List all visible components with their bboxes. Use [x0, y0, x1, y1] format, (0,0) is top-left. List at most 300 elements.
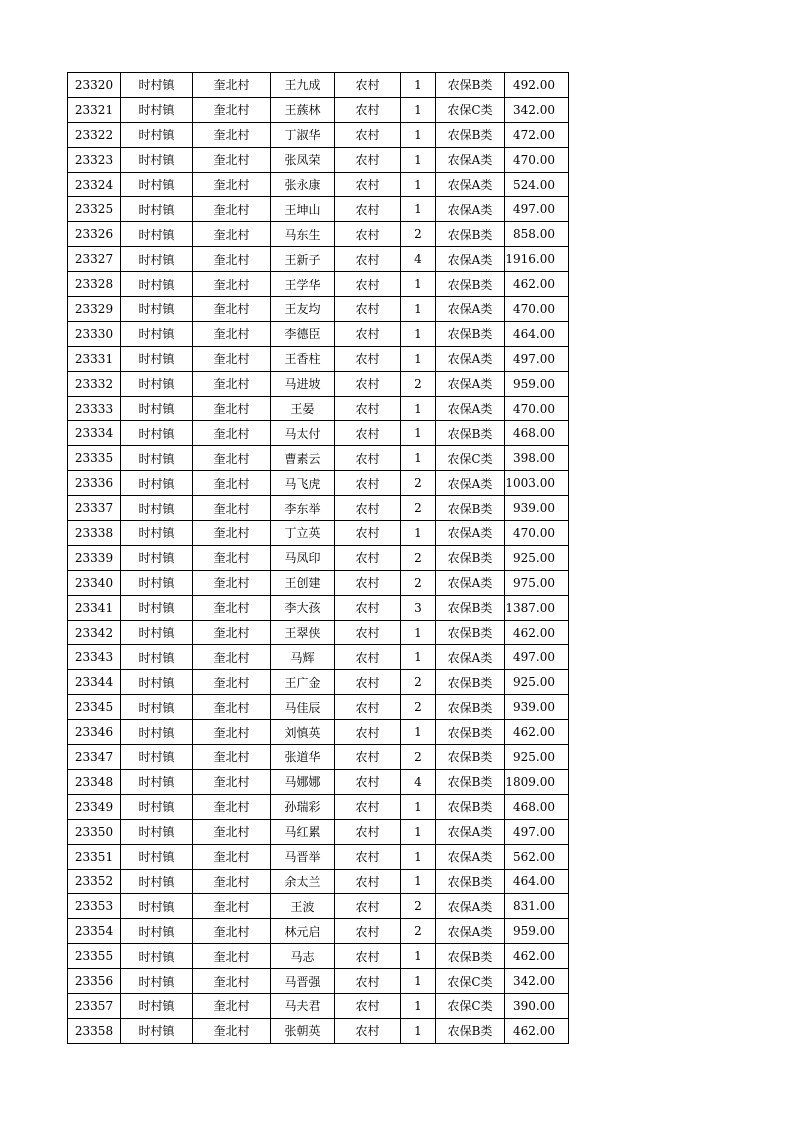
serial-cell: 23347 [68, 745, 121, 770]
table-row [68, 595, 569, 620]
insurance-class-cell: 农保B类 [436, 794, 505, 819]
serial-cell: 23350 [68, 819, 121, 844]
name-cell: 张凤荣 [271, 147, 335, 172]
member-count-cell: 1 [401, 446, 436, 471]
table-row [68, 247, 569, 272]
serial-cell: 23336 [68, 471, 121, 496]
town-cell: 时村镇 [121, 794, 193, 819]
table-row [68, 695, 569, 720]
member-count-cell: 1 [401, 197, 436, 222]
serial-cell: 23344 [68, 670, 121, 695]
member-count-cell: 1 [401, 73, 436, 98]
serial-cell: 23329 [68, 297, 121, 322]
insurance-class-cell: 农保A类 [436, 570, 505, 595]
town-cell: 时村镇 [121, 172, 193, 197]
name-cell: 马辉 [271, 645, 335, 670]
table-row [68, 222, 569, 247]
table-row [68, 496, 569, 521]
household-type-cell: 农村 [335, 869, 401, 894]
town-cell: 时村镇 [121, 73, 193, 98]
member-count-cell: 2 [401, 496, 436, 521]
name-cell: 马晋强 [271, 969, 335, 994]
amount-cell: 858.00 [505, 222, 569, 247]
amount-cell: 462.00 [505, 720, 569, 745]
household-type-cell: 农村 [335, 794, 401, 819]
serial-cell: 23357 [68, 993, 121, 1018]
amount-cell: 497.00 [505, 645, 569, 670]
village-cell: 奎北村 [193, 197, 271, 222]
table-row [68, 147, 569, 172]
insurance-class-cell: 农保A类 [436, 172, 505, 197]
insurance-class-cell: 农保A类 [436, 844, 505, 869]
table-row [68, 172, 569, 197]
village-cell: 奎北村 [193, 745, 271, 770]
name-cell: 张道华 [271, 745, 335, 770]
household-type-cell: 农村 [335, 645, 401, 670]
data-table [67, 72, 569, 1044]
village-cell: 奎北村 [193, 570, 271, 595]
household-type-cell: 农村 [335, 172, 401, 197]
village-cell: 奎北村 [193, 894, 271, 919]
town-cell: 时村镇 [121, 620, 193, 645]
serial-cell: 23342 [68, 620, 121, 645]
name-cell: 孙瑞彩 [271, 794, 335, 819]
serial-cell: 23346 [68, 720, 121, 745]
household-type-cell: 农村 [335, 670, 401, 695]
household-type-cell: 农村 [335, 944, 401, 969]
household-type-cell: 农村 [335, 247, 401, 272]
household-type-cell: 农村 [335, 297, 401, 322]
name-cell: 马凤印 [271, 545, 335, 570]
household-type-cell: 农村 [335, 147, 401, 172]
amount-cell: 925.00 [505, 670, 569, 695]
village-cell: 奎北村 [193, 521, 271, 546]
name-cell: 王蔟林 [271, 97, 335, 122]
table-row [68, 844, 569, 869]
insurance-class-cell: 农保B类 [436, 496, 505, 521]
village-cell: 奎北村 [193, 471, 271, 496]
insurance-class-cell: 农保B类 [436, 222, 505, 247]
serial-cell: 23321 [68, 97, 121, 122]
serial-cell: 23348 [68, 769, 121, 794]
insurance-class-cell: 农保A类 [436, 819, 505, 844]
amount-cell: 497.00 [505, 819, 569, 844]
amount-cell: 470.00 [505, 147, 569, 172]
household-type-cell: 农村 [335, 197, 401, 222]
household-type-cell: 农村 [335, 471, 401, 496]
name-cell: 马飞虎 [271, 471, 335, 496]
serial-cell: 23334 [68, 421, 121, 446]
name-cell: 刘慎英 [271, 720, 335, 745]
insurance-class-cell: 农保C类 [436, 969, 505, 994]
name-cell: 王新子 [271, 247, 335, 272]
household-type-cell: 农村 [335, 272, 401, 297]
serial-cell: 23324 [68, 172, 121, 197]
household-type-cell: 农村 [335, 620, 401, 645]
town-cell: 时村镇 [121, 919, 193, 944]
table-row [68, 197, 569, 222]
insurance-class-cell: 农保B类 [436, 869, 505, 894]
household-type-cell: 农村 [335, 421, 401, 446]
member-count-cell: 1 [401, 1018, 436, 1043]
serial-cell: 23323 [68, 147, 121, 172]
town-cell: 时村镇 [121, 769, 193, 794]
member-count-cell: 1 [401, 869, 436, 894]
name-cell: 王晏 [271, 396, 335, 421]
amount-cell: 939.00 [505, 695, 569, 720]
serial-cell: 23331 [68, 346, 121, 371]
amount-cell: 468.00 [505, 421, 569, 446]
town-cell: 时村镇 [121, 421, 193, 446]
household-type-cell: 农村 [335, 919, 401, 944]
household-type-cell: 农村 [335, 321, 401, 346]
insurance-class-cell: 农保B类 [436, 769, 505, 794]
amount-cell: 975.00 [505, 570, 569, 595]
village-cell: 奎北村 [193, 421, 271, 446]
name-cell: 王学华 [271, 272, 335, 297]
village-cell: 奎北村 [193, 371, 271, 396]
table-row [68, 297, 569, 322]
household-type-cell: 农村 [335, 969, 401, 994]
town-cell: 时村镇 [121, 745, 193, 770]
member-count-cell: 2 [401, 745, 436, 770]
town-cell: 时村镇 [121, 1018, 193, 1043]
amount-cell: 939.00 [505, 496, 569, 521]
village-cell: 奎北村 [193, 396, 271, 421]
insurance-class-cell: 农保A类 [436, 147, 505, 172]
village-cell: 奎北村 [193, 944, 271, 969]
member-count-cell: 1 [401, 321, 436, 346]
name-cell: 马红累 [271, 819, 335, 844]
member-count-cell: 1 [401, 172, 436, 197]
household-type-cell: 农村 [335, 545, 401, 570]
village-cell: 奎北村 [193, 446, 271, 471]
amount-cell: 831.00 [505, 894, 569, 919]
insurance-class-cell: 农保B类 [436, 1018, 505, 1043]
household-type-cell: 农村 [335, 122, 401, 147]
amount-cell: 468.00 [505, 794, 569, 819]
village-cell: 奎北村 [193, 645, 271, 670]
name-cell: 李东举 [271, 496, 335, 521]
insurance-class-cell: 农保A类 [436, 521, 505, 546]
name-cell: 林元启 [271, 919, 335, 944]
member-count-cell: 2 [401, 670, 436, 695]
town-cell: 时村镇 [121, 272, 193, 297]
member-count-cell: 2 [401, 695, 436, 720]
member-count-cell: 4 [401, 769, 436, 794]
name-cell: 马东生 [271, 222, 335, 247]
table-row [68, 969, 569, 994]
amount-cell: 497.00 [505, 197, 569, 222]
town-cell: 时村镇 [121, 496, 193, 521]
village-cell: 奎北村 [193, 97, 271, 122]
serial-cell: 23326 [68, 222, 121, 247]
village-cell: 奎北村 [193, 969, 271, 994]
town-cell: 时村镇 [121, 147, 193, 172]
insurance-class-cell: 农保B类 [436, 321, 505, 346]
table-row [68, 819, 569, 844]
serial-cell: 23327 [68, 247, 121, 272]
amount-cell: 492.00 [505, 73, 569, 98]
amount-cell: 1916.00 [505, 247, 569, 272]
member-count-cell: 1 [401, 147, 436, 172]
amount-cell: 925.00 [505, 545, 569, 570]
insurance-class-cell: 农保A类 [436, 297, 505, 322]
town-cell: 时村镇 [121, 695, 193, 720]
table-row [68, 396, 569, 421]
name-cell: 王友均 [271, 297, 335, 322]
name-cell: 丁立英 [271, 521, 335, 546]
member-count-cell: 1 [401, 993, 436, 1018]
village-cell: 奎北村 [193, 595, 271, 620]
household-type-cell: 农村 [335, 844, 401, 869]
table-body [68, 73, 569, 1044]
table-row [68, 720, 569, 745]
name-cell: 马太付 [271, 421, 335, 446]
household-type-cell: 农村 [335, 73, 401, 98]
village-cell: 奎北村 [193, 346, 271, 371]
town-cell: 时村镇 [121, 371, 193, 396]
name-cell: 张朝英 [271, 1018, 335, 1043]
household-type-cell: 农村 [335, 446, 401, 471]
member-count-cell: 1 [401, 794, 436, 819]
name-cell: 李大孩 [271, 595, 335, 620]
amount-cell: 470.00 [505, 297, 569, 322]
village-cell: 奎北村 [193, 147, 271, 172]
village-cell: 奎北村 [193, 272, 271, 297]
household-type-cell: 农村 [335, 570, 401, 595]
amount-cell: 959.00 [505, 919, 569, 944]
member-count-cell: 1 [401, 720, 436, 745]
insurance-class-cell: 农保A类 [436, 396, 505, 421]
member-count-cell: 2 [401, 471, 436, 496]
serial-cell: 23320 [68, 73, 121, 98]
town-cell: 时村镇 [121, 645, 193, 670]
serial-cell: 23353 [68, 894, 121, 919]
name-cell: 马进坡 [271, 371, 335, 396]
town-cell: 时村镇 [121, 222, 193, 247]
town-cell: 时村镇 [121, 247, 193, 272]
table-row [68, 446, 569, 471]
table-row [68, 894, 569, 919]
insurance-class-cell: 农保A类 [436, 197, 505, 222]
table-row [68, 794, 569, 819]
member-count-cell: 2 [401, 894, 436, 919]
table-row [68, 97, 569, 122]
village-cell: 奎北村 [193, 844, 271, 869]
serial-cell: 23330 [68, 321, 121, 346]
household-type-cell: 农村 [335, 97, 401, 122]
town-cell: 时村镇 [121, 670, 193, 695]
town-cell: 时村镇 [121, 993, 193, 1018]
insurance-class-cell: 农保B类 [436, 122, 505, 147]
town-cell: 时村镇 [121, 844, 193, 869]
town-cell: 时村镇 [121, 297, 193, 322]
insurance-class-cell: 农保A类 [436, 919, 505, 944]
town-cell: 时村镇 [121, 894, 193, 919]
table-row [68, 471, 569, 496]
insurance-class-cell: 农保B类 [436, 695, 505, 720]
member-count-cell: 1 [401, 969, 436, 994]
table-row [68, 570, 569, 595]
town-cell: 时村镇 [121, 97, 193, 122]
name-cell: 余太兰 [271, 869, 335, 894]
table-row [68, 919, 569, 944]
name-cell: 马佳辰 [271, 695, 335, 720]
serial-cell: 23325 [68, 197, 121, 222]
table-row [68, 769, 569, 794]
member-count-cell: 1 [401, 272, 436, 297]
household-type-cell: 农村 [335, 595, 401, 620]
town-cell: 时村镇 [121, 720, 193, 745]
name-cell: 王创建 [271, 570, 335, 595]
table-row [68, 521, 569, 546]
serial-cell: 23345 [68, 695, 121, 720]
member-count-cell: 1 [401, 421, 436, 446]
amount-cell: 470.00 [505, 521, 569, 546]
serial-cell: 23352 [68, 869, 121, 894]
amount-cell: 1003.00 [505, 471, 569, 496]
member-count-cell: 1 [401, 645, 436, 670]
village-cell: 奎北村 [193, 993, 271, 1018]
table-row [68, 346, 569, 371]
table-row [68, 545, 569, 570]
town-cell: 时村镇 [121, 969, 193, 994]
village-cell: 奎北村 [193, 919, 271, 944]
town-cell: 时村镇 [121, 122, 193, 147]
town-cell: 时村镇 [121, 545, 193, 570]
town-cell: 时村镇 [121, 471, 193, 496]
member-count-cell: 1 [401, 844, 436, 869]
amount-cell: 1387.00 [505, 595, 569, 620]
member-count-cell: 2 [401, 222, 436, 247]
serial-cell: 23349 [68, 794, 121, 819]
village-cell: 奎北村 [193, 297, 271, 322]
name-cell: 马夫君 [271, 993, 335, 1018]
insurance-class-cell: 农保B类 [436, 720, 505, 745]
amount-cell: 959.00 [505, 371, 569, 396]
household-type-cell: 农村 [335, 1018, 401, 1043]
member-count-cell: 1 [401, 944, 436, 969]
serial-cell: 23343 [68, 645, 121, 670]
amount-cell: 464.00 [505, 321, 569, 346]
insurance-class-cell: 农保B类 [436, 545, 505, 570]
member-count-cell: 1 [401, 97, 436, 122]
town-cell: 时村镇 [121, 595, 193, 620]
amount-cell: 562.00 [505, 844, 569, 869]
serial-cell: 23338 [68, 521, 121, 546]
table-row [68, 670, 569, 695]
amount-cell: 497.00 [505, 346, 569, 371]
village-cell: 奎北村 [193, 670, 271, 695]
insurance-class-cell: 农保B类 [436, 272, 505, 297]
town-cell: 时村镇 [121, 396, 193, 421]
amount-cell: 390.00 [505, 993, 569, 1018]
table-row [68, 371, 569, 396]
table-row [68, 321, 569, 346]
household-type-cell: 农村 [335, 371, 401, 396]
member-count-cell: 1 [401, 521, 436, 546]
household-type-cell: 农村 [335, 496, 401, 521]
insurance-class-cell: 农保B类 [436, 73, 505, 98]
table-row [68, 421, 569, 446]
insurance-class-cell: 农保C类 [436, 993, 505, 1018]
insurance-class-cell: 农保B类 [436, 620, 505, 645]
household-type-cell: 农村 [335, 521, 401, 546]
household-type-cell: 农村 [335, 396, 401, 421]
insurance-class-cell: 农保A类 [436, 471, 505, 496]
member-count-cell: 1 [401, 819, 436, 844]
village-cell: 奎北村 [193, 247, 271, 272]
name-cell: 马志 [271, 944, 335, 969]
serial-cell: 23328 [68, 272, 121, 297]
town-cell: 时村镇 [121, 819, 193, 844]
name-cell: 王翠侠 [271, 620, 335, 645]
member-count-cell: 2 [401, 919, 436, 944]
name-cell: 王广金 [271, 670, 335, 695]
village-cell: 奎北村 [193, 720, 271, 745]
member-count-cell: 1 [401, 396, 436, 421]
amount-cell: 398.00 [505, 446, 569, 471]
household-type-cell: 农村 [335, 346, 401, 371]
household-type-cell: 农村 [335, 769, 401, 794]
serial-cell: 23351 [68, 844, 121, 869]
table-row [68, 272, 569, 297]
table-row [68, 944, 569, 969]
serial-cell: 23358 [68, 1018, 121, 1043]
serial-cell: 23340 [68, 570, 121, 595]
town-cell: 时村镇 [121, 570, 193, 595]
amount-cell: 1809.00 [505, 769, 569, 794]
serial-cell: 23354 [68, 919, 121, 944]
town-cell: 时村镇 [121, 321, 193, 346]
member-count-cell: 3 [401, 595, 436, 620]
serial-cell: 23333 [68, 396, 121, 421]
serial-cell: 23322 [68, 122, 121, 147]
household-type-cell: 农村 [335, 720, 401, 745]
table-row [68, 620, 569, 645]
insurance-class-cell: 农保A类 [436, 645, 505, 670]
name-cell: 王香柱 [271, 346, 335, 371]
serial-cell: 23339 [68, 545, 121, 570]
village-cell: 奎北村 [193, 819, 271, 844]
table-row [68, 869, 569, 894]
insurance-class-cell: 农保A类 [436, 346, 505, 371]
member-count-cell: 1 [401, 346, 436, 371]
name-cell: 张永康 [271, 172, 335, 197]
amount-cell: 342.00 [505, 97, 569, 122]
village-cell: 奎北村 [193, 496, 271, 521]
serial-cell: 23355 [68, 944, 121, 969]
village-cell: 奎北村 [193, 172, 271, 197]
household-type-cell: 农村 [335, 745, 401, 770]
table-row [68, 122, 569, 147]
insurance-class-cell: 农保B类 [436, 421, 505, 446]
name-cell: 曹素云 [271, 446, 335, 471]
table-row [68, 1018, 569, 1043]
village-cell: 奎北村 [193, 869, 271, 894]
insurance-class-cell: 农保B类 [436, 944, 505, 969]
serial-cell: 23341 [68, 595, 121, 620]
serial-cell: 23337 [68, 496, 121, 521]
town-cell: 时村镇 [121, 346, 193, 371]
village-cell: 奎北村 [193, 769, 271, 794]
village-cell: 奎北村 [193, 73, 271, 98]
table-row [68, 73, 569, 98]
member-count-cell: 2 [401, 570, 436, 595]
amount-cell: 342.00 [505, 969, 569, 994]
town-cell: 时村镇 [121, 446, 193, 471]
